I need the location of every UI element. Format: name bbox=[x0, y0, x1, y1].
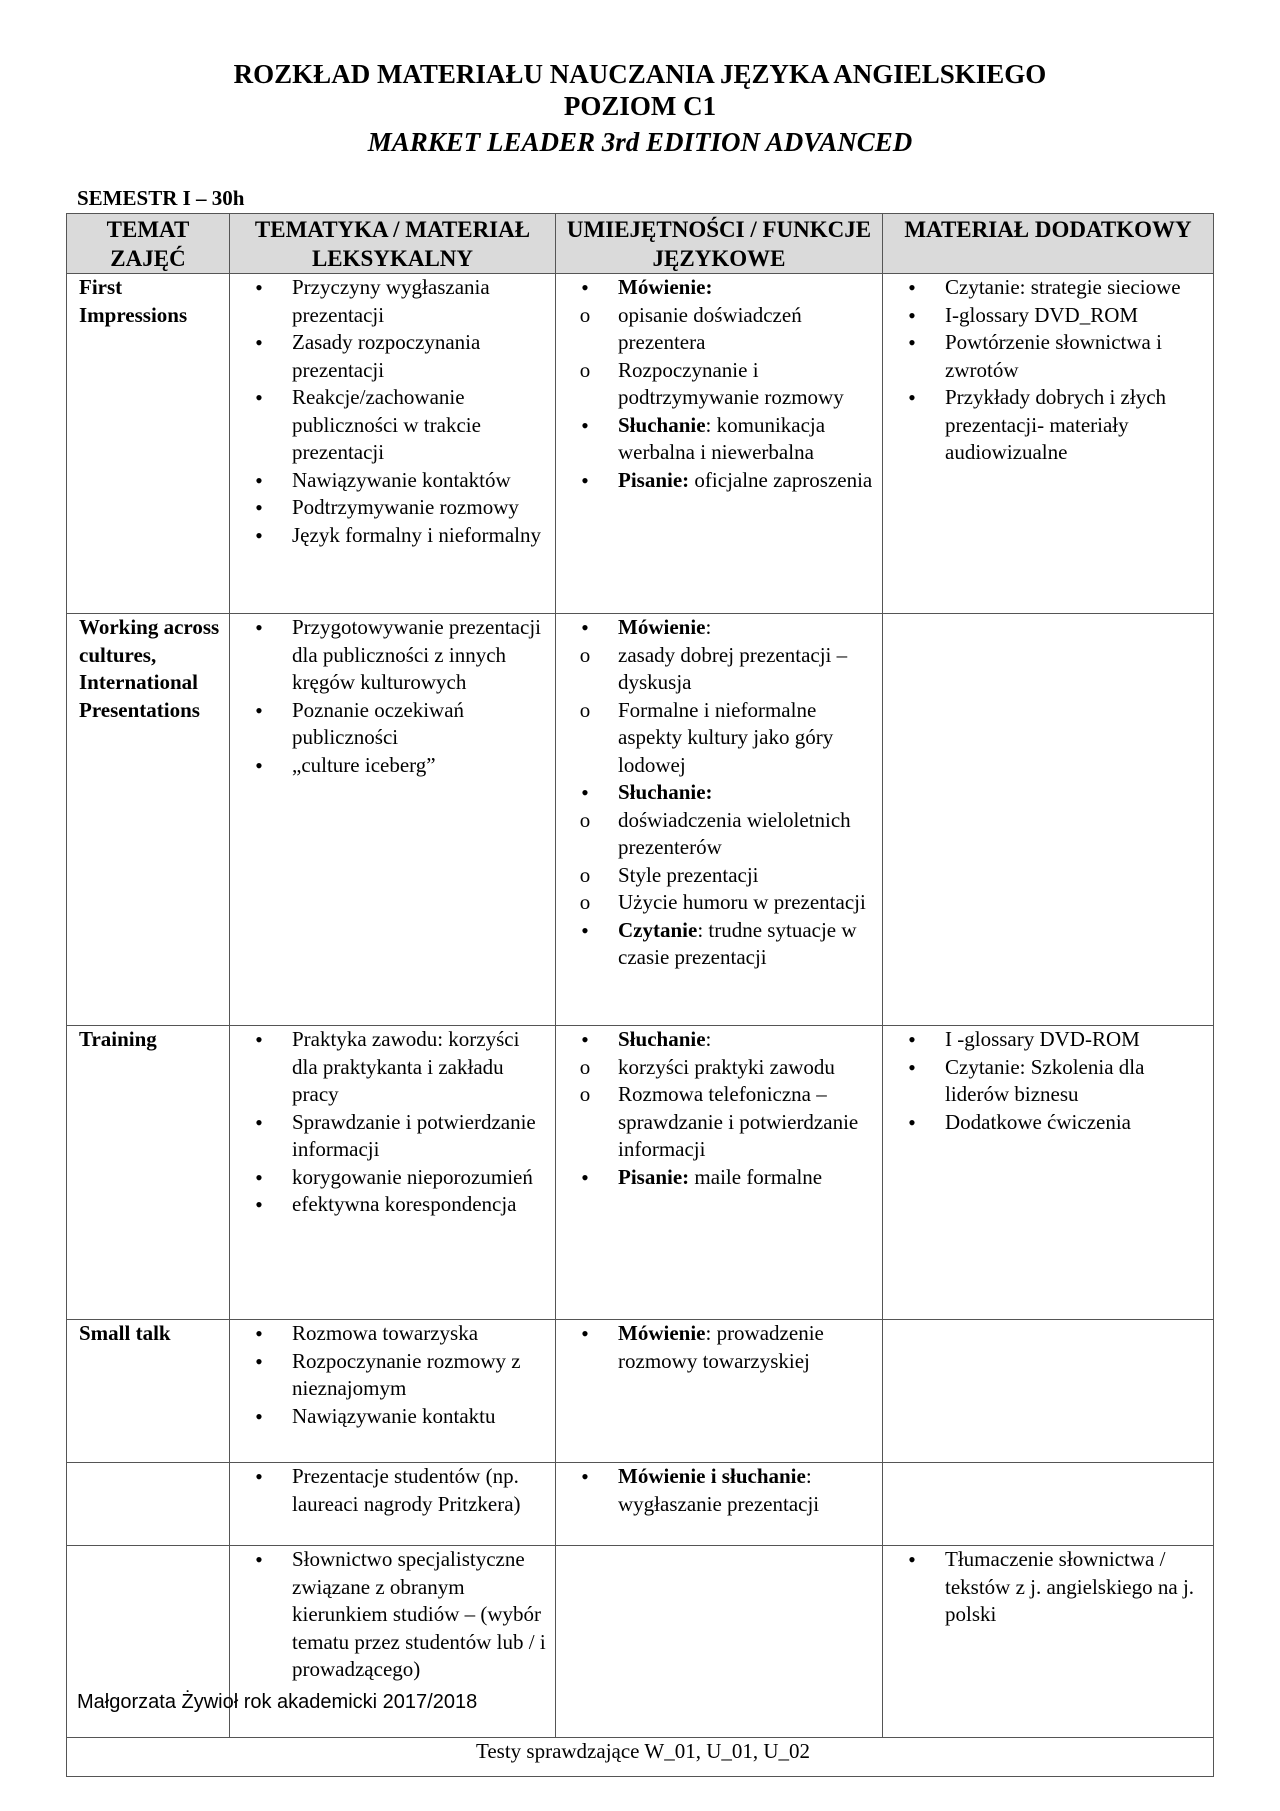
skill-text: doświadczenia wieloletnich prezenterów bbox=[618, 807, 851, 859]
list-item bbox=[242, 274, 549, 329]
skill-text: Rozpoczynanie i podtrzymywanie rozmowy bbox=[618, 357, 844, 409]
topic-cell: Training bbox=[67, 1026, 230, 1320]
list-item bbox=[242, 467, 549, 495]
circle-bullet-icon bbox=[572, 357, 598, 385]
table-row bbox=[67, 1463, 1214, 1546]
skill-label: Słuchanie bbox=[618, 1027, 706, 1051]
list-item bbox=[242, 329, 549, 384]
bullet-icon bbox=[572, 917, 598, 946]
skills-list bbox=[568, 1026, 876, 1191]
lexical-cell bbox=[230, 1463, 556, 1546]
bullet-icon bbox=[246, 1546, 272, 1575]
tests-row bbox=[67, 1738, 1214, 1777]
skill-text: oficjalne zaproszenia bbox=[689, 467, 873, 492]
list-item bbox=[568, 779, 876, 807]
table-header-row bbox=[67, 214, 1214, 274]
extra-list bbox=[895, 274, 1207, 467]
skill-label: Pisanie: bbox=[618, 467, 690, 492]
bullet-icon bbox=[246, 1191, 272, 1220]
list-item bbox=[895, 302, 1207, 330]
list-item bbox=[242, 1463, 549, 1518]
skill-text: : bbox=[705, 615, 712, 639]
list-item bbox=[568, 412, 876, 467]
bullet-icon bbox=[899, 384, 925, 413]
lexical-list bbox=[242, 1463, 549, 1518]
list-item bbox=[242, 1546, 549, 1684]
extra-cell bbox=[883, 274, 1214, 614]
bullet-icon bbox=[899, 274, 925, 303]
skill-label: Mówienie i słuchanie bbox=[618, 1464, 806, 1488]
list-item bbox=[568, 1081, 876, 1164]
list-item-text: Przyczyny wygłaszania prezentacji bbox=[292, 275, 490, 327]
skills-cell bbox=[556, 1463, 883, 1546]
bullet-icon bbox=[246, 329, 272, 358]
lexical-list bbox=[242, 274, 549, 549]
list-item-text: Powtórzenie słownictwa i zwrotów bbox=[945, 330, 1162, 382]
list-item-text: korygowanie nieporozumień bbox=[292, 1164, 533, 1189]
skill-label: Słuchanie bbox=[618, 412, 706, 437]
lexical-list bbox=[242, 1026, 549, 1219]
list-item-text: Słownictwo specjalistyczne związane z obranym kierunkiem studiów – (wybór tematu przez studentów lub / i prowadzącego) bbox=[292, 1547, 546, 1681]
list-item bbox=[242, 1320, 549, 1348]
list-item-text: Nawiązywanie kontaktów bbox=[292, 467, 511, 492]
lexical-cell bbox=[230, 274, 556, 614]
table-row bbox=[67, 1026, 1214, 1320]
bullet-icon bbox=[572, 1463, 598, 1492]
extra-list bbox=[895, 1546, 1207, 1629]
bullet-icon bbox=[572, 614, 598, 643]
bullet-icon bbox=[572, 412, 598, 441]
skill-text: : komunikacja werbalna i niewerbalna bbox=[618, 412, 826, 464]
list-item-text: „culture iceberg” bbox=[292, 752, 436, 777]
bullet-icon bbox=[246, 384, 272, 413]
list-item bbox=[568, 1463, 876, 1518]
bullet-icon bbox=[572, 1164, 598, 1193]
skill-text: : prowadzenie rozmowy towarzyskiej bbox=[618, 1321, 824, 1373]
list-item bbox=[242, 697, 549, 752]
bullet-icon bbox=[899, 329, 925, 358]
topic-cell bbox=[67, 1463, 230, 1546]
list-item-text: Tłumaczenie słownictwa / tekstów z j. angielskiego na j. polski bbox=[945, 1547, 1195, 1626]
skill-text: Style prezentacji bbox=[618, 862, 759, 887]
lexical-cell bbox=[230, 1320, 556, 1463]
list-item-text: Język formalny i nieformalny bbox=[292, 522, 542, 547]
list-item-text: Sprawdzanie i potwierdzanie informacji bbox=[292, 1109, 536, 1161]
list-item bbox=[568, 1320, 876, 1375]
circle-bullet-icon bbox=[572, 1054, 598, 1082]
skills-list bbox=[568, 614, 876, 972]
list-item-text: Rozmowa towarzyska bbox=[292, 1321, 479, 1345]
bullet-icon bbox=[899, 1026, 925, 1055]
circle-bullet-icon bbox=[572, 697, 598, 725]
skills-list bbox=[568, 1320, 876, 1375]
list-item bbox=[895, 329, 1207, 384]
skill-text: Użycie humoru w prezentacji bbox=[618, 890, 866, 914]
author-footer: Małgorzata Żywioł rok akademicki 2017/2018 bbox=[77, 1691, 478, 1713]
syllabus-table bbox=[66, 213, 1214, 1777]
bullet-icon bbox=[246, 614, 272, 643]
skill-label: Pisanie: bbox=[618, 1164, 690, 1189]
bullet-icon bbox=[246, 494, 272, 523]
extra-cell bbox=[883, 1320, 1214, 1463]
list-item bbox=[895, 274, 1207, 302]
list-item bbox=[568, 1026, 876, 1054]
list-item-text: Prezentacje studentów (np. laureaci nagrody Pritzkera) bbox=[292, 1464, 521, 1516]
list-item-text: Reakcje/zachowanie publiczności w trakcie prezentacji bbox=[292, 385, 481, 464]
skills-cell bbox=[556, 1546, 883, 1738]
lexical-list bbox=[242, 614, 549, 779]
bullet-icon bbox=[246, 274, 272, 303]
extra-cell bbox=[883, 1026, 1214, 1320]
skills-cell bbox=[556, 1026, 883, 1320]
extra-cell bbox=[883, 614, 1214, 1026]
skill-text: Formalne i nieformalne aspekty kultury jako góry lodowej bbox=[618, 697, 834, 777]
circle-bullet-icon bbox=[572, 889, 598, 917]
skill-text: : bbox=[705, 1027, 712, 1051]
list-item bbox=[568, 862, 876, 890]
circle-bullet-icon bbox=[572, 807, 598, 835]
extra-list bbox=[895, 1026, 1207, 1136]
bullet-icon bbox=[899, 1109, 925, 1138]
bullet-icon bbox=[246, 1026, 272, 1055]
skill-text: zasady dobrej prezentacji – dyskusja bbox=[618, 642, 848, 694]
column-header-topic: TEMAT ZAJĘĆ bbox=[67, 214, 230, 274]
topic-cell: Small talk bbox=[67, 1320, 230, 1463]
circle-bullet-icon bbox=[572, 1081, 598, 1109]
skill-text: Rozmowa telefoniczna – sprawdzanie i potwierdzanie informacji bbox=[618, 1082, 859, 1161]
list-item-text: Czytanie: strategie sieciowe bbox=[945, 275, 1181, 299]
list-item bbox=[242, 614, 549, 697]
list-item bbox=[242, 384, 549, 467]
extra-cell bbox=[883, 1463, 1214, 1546]
topic-cell: Working across cultures, International Presentations bbox=[67, 614, 230, 1026]
column-header-extra: MATERIAŁ DODATKOWY bbox=[883, 214, 1214, 274]
skill-label: Słuchanie: bbox=[618, 780, 713, 804]
semester-label: SEMESTR I – 30h bbox=[77, 186, 245, 210]
list-item-text: Poznanie oczekiwań publiczności bbox=[292, 697, 465, 749]
list-item bbox=[242, 1348, 549, 1403]
list-item bbox=[568, 807, 876, 862]
list-item-text: Zasady rozpoczynania prezentacji bbox=[292, 330, 481, 382]
bullet-icon bbox=[899, 1546, 925, 1575]
list-item-text: Czytanie: Szkolenia dla liderów biznesu bbox=[945, 1054, 1145, 1106]
column-header-skills: UMIEJĘTNOŚCI / FUNKCJE JĘZYKOWE bbox=[556, 214, 883, 274]
bullet-icon bbox=[246, 697, 272, 726]
bullet-icon bbox=[246, 1164, 272, 1193]
skill-text: : wygłaszanie prezentacji bbox=[618, 1464, 820, 1516]
bullet-icon bbox=[899, 1054, 925, 1083]
bullet-icon bbox=[572, 779, 598, 808]
bullet-icon bbox=[246, 522, 272, 551]
table-row bbox=[67, 1320, 1214, 1463]
list-item-text: Podtrzymywanie rozmowy bbox=[292, 495, 519, 519]
document-title: ROZKŁAD MATERIAŁU NAUCZANIA JĘZYKA ANGIELSKIEGO bbox=[233, 59, 1047, 89]
skill-label: Mówienie bbox=[618, 615, 706, 639]
list-item-text: Przygotowywanie prezentacji dla publiczności z innych kręgów kulturowych bbox=[292, 615, 541, 694]
document-header bbox=[0, 58, 1280, 158]
skills-cell bbox=[556, 274, 883, 614]
list-item bbox=[568, 917, 876, 972]
list-item-text: I -glossary DVD-ROM bbox=[945, 1027, 1140, 1051]
list-item-text: Praktyka zawodu: korzyści dla praktykanta i zakładu pracy bbox=[292, 1027, 520, 1106]
bullet-icon bbox=[572, 1026, 598, 1055]
lexical-cell bbox=[230, 1026, 556, 1320]
bullet-icon bbox=[246, 1463, 272, 1492]
skills-cell bbox=[556, 1320, 883, 1463]
lexical-list bbox=[242, 1546, 549, 1684]
list-item bbox=[242, 522, 549, 550]
skill-text: : trudne sytuacje w czasie prezentacji bbox=[618, 917, 857, 969]
coursebook-title: MARKET LEADER 3rd EDITION ADVANCED bbox=[367, 127, 913, 157]
list-item-text: Nawiązywanie kontaktu bbox=[292, 1403, 496, 1428]
circle-bullet-icon bbox=[572, 862, 598, 890]
column-header-lexical: TEMATYKA / MATERIAŁ LEKSYKALNY bbox=[230, 214, 556, 274]
skills-list bbox=[568, 274, 876, 494]
bullet-icon bbox=[246, 1320, 272, 1349]
list-item bbox=[242, 1109, 549, 1164]
list-item bbox=[242, 752, 549, 780]
bullet-icon bbox=[246, 752, 272, 781]
bullet-icon bbox=[246, 467, 272, 496]
skills-cell bbox=[556, 614, 883, 1026]
lexical-list bbox=[242, 1320, 549, 1430]
skill-text: opisanie doświadczeń prezentera bbox=[618, 302, 802, 354]
list-item bbox=[895, 1546, 1207, 1629]
skill-label: Mówienie bbox=[618, 1321, 706, 1345]
list-item-text: Rozpoczynanie rozmowy z nieznajomym bbox=[292, 1348, 521, 1400]
bullet-icon bbox=[572, 274, 598, 303]
list-item-text: efektywna korespondencja bbox=[292, 1192, 517, 1216]
lexical-cell bbox=[230, 614, 556, 1026]
level-title: POZIOM C1 bbox=[563, 91, 717, 121]
bullet-icon bbox=[246, 1403, 272, 1432]
tests-cell: Testy sprawdzające W_01, U_01, U_02 bbox=[67, 1738, 1214, 1777]
skills-list bbox=[568, 1463, 876, 1518]
list-item bbox=[242, 1164, 549, 1192]
list-item bbox=[895, 1026, 1207, 1054]
bullet-icon bbox=[246, 1109, 272, 1138]
list-item bbox=[568, 274, 876, 302]
circle-bullet-icon bbox=[572, 302, 598, 330]
bullet-icon bbox=[246, 1348, 272, 1377]
list-item bbox=[568, 642, 876, 697]
list-item-text: I-glossary DVD_ROM bbox=[945, 302, 1139, 327]
list-item bbox=[895, 1054, 1207, 1109]
list-item bbox=[568, 697, 876, 780]
skill-label: Mówienie: bbox=[618, 275, 713, 299]
list-item bbox=[568, 302, 876, 357]
bullet-icon bbox=[572, 1320, 598, 1349]
list-item-text: Przykłady dobrych i złych prezentacji- materiały audiowizualne bbox=[945, 385, 1167, 464]
list-item bbox=[895, 1109, 1207, 1137]
list-item bbox=[568, 357, 876, 412]
list-item bbox=[568, 614, 876, 642]
circle-bullet-icon bbox=[572, 642, 598, 670]
list-item bbox=[242, 494, 549, 522]
skill-text: maile formalne bbox=[689, 1164, 823, 1189]
list-item bbox=[568, 889, 876, 917]
skill-label: Czytanie bbox=[618, 917, 698, 942]
list-item bbox=[242, 1191, 549, 1219]
list-item bbox=[568, 1164, 876, 1192]
list-item bbox=[242, 1026, 549, 1109]
list-item-text: Dodatkowe ćwiczenia bbox=[945, 1109, 1131, 1134]
extra-cell bbox=[883, 1546, 1214, 1738]
list-item bbox=[568, 1054, 876, 1082]
list-item bbox=[895, 384, 1207, 467]
list-item bbox=[568, 467, 876, 495]
table-row bbox=[67, 274, 1214, 614]
bullet-icon bbox=[572, 467, 598, 496]
skill-text: korzyści praktyki zawodu bbox=[618, 1054, 835, 1079]
bullet-icon bbox=[899, 302, 925, 331]
list-item bbox=[242, 1403, 549, 1431]
topic-cell: First Impressions bbox=[67, 274, 230, 614]
table-row bbox=[67, 614, 1214, 1026]
